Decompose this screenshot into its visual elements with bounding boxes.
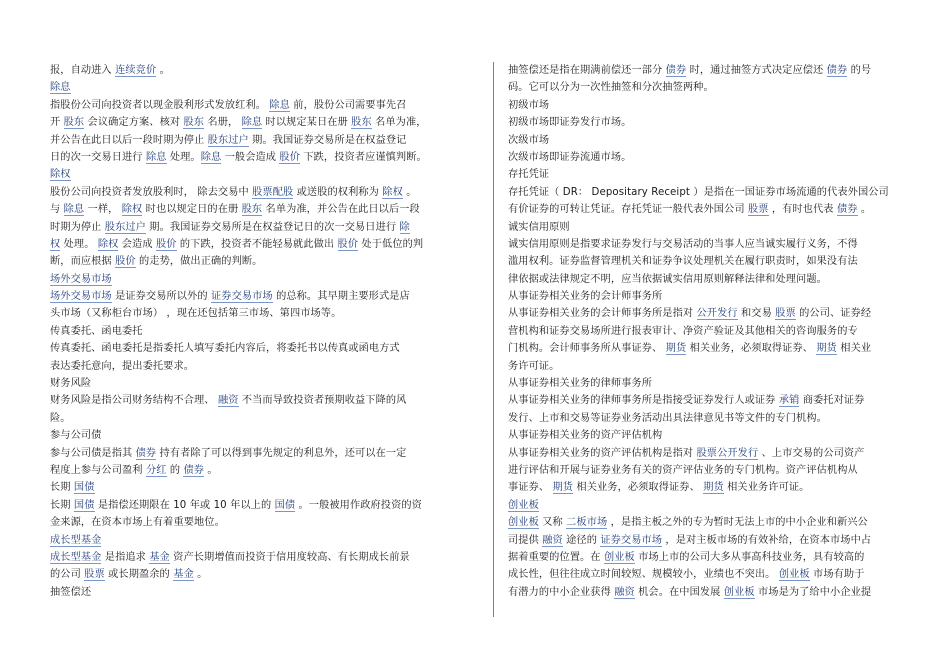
text-line (50, 340, 468, 357)
term-link[interactable]: 除息 (63, 204, 85, 216)
term-link[interactable]: 股东 (63, 117, 85, 129)
text-run: 从事证券相关业务的资产评估机构是指对 (508, 447, 697, 459)
text-run: 从事证券相关业务的会计师事务所 (508, 291, 663, 303)
text-line (508, 79, 926, 96)
text-run: 市场有助于 (809, 569, 865, 581)
term-link[interactable]: 连续竞价 (115, 65, 157, 76)
text-run: 存托凭证（ DR： Depositary Receipt ）是指在一国证券市场流通的代表外国公司 (508, 186, 889, 198)
text-line (50, 271, 468, 288)
text-line (508, 184, 926, 201)
text-run: 有潜力的中小企业获得 (508, 586, 615, 598)
text-run: 诚实信用原则 (508, 221, 570, 233)
text-run: 相关业 (836, 343, 872, 355)
text-run: ，是对主板市场的有效补给，在资本市场中占 (662, 534, 872, 546)
term-link[interactable]: 股票 (84, 569, 105, 581)
term-link[interactable]: 股票配股 (252, 186, 294, 198)
text-line (50, 479, 468, 496)
term-link[interactable]: 证券交易市场 (600, 534, 663, 546)
text-run: 时，通过抽签方式决定应偿还 (686, 65, 827, 76)
term-link[interactable]: 股东过户 (207, 134, 249, 146)
text-run: ，有时也代表 (768, 204, 837, 216)
text-line (50, 305, 468, 322)
text-run: 。 (857, 204, 872, 216)
text-run: 初级市场即证券发行市场。 (508, 117, 632, 129)
text-line (508, 410, 926, 427)
text-line (508, 445, 926, 462)
term-link[interactable]: 除息 (241, 117, 263, 129)
text-run: ，是指主板之外的专为暂时无法上市的中小企业和新兴公 (607, 517, 868, 529)
text-run: 或长期盈余的 (104, 569, 174, 581)
text-line (50, 358, 468, 375)
term-link[interactable]: 国债 (274, 499, 296, 511)
text-line (508, 549, 926, 566)
term-link[interactable]: 创业板 (778, 569, 810, 581)
text-line (50, 114, 468, 131)
text-run: 的下跌，投资者不能轻易就此做出 (176, 238, 338, 250)
text-run: 资产长期增值而投资于信用度较高、有长期成长前景 (169, 551, 410, 563)
term-link[interactable]: 融资 (542, 534, 563, 546)
text-run: 是指追求 (101, 551, 150, 563)
text-run: 。一般被用作政府投资的资 (295, 499, 422, 511)
term-link[interactable]: 股东 (351, 117, 372, 129)
text-line (50, 97, 468, 114)
left-column (50, 62, 468, 601)
text-run: 市场是为了给中小企业提 (754, 586, 872, 598)
term-link[interactable]: 国债 (73, 482, 95, 494)
text-line (50, 462, 468, 479)
text-run: 名单为准， (371, 117, 427, 129)
text-line (508, 62, 926, 79)
text-line (50, 497, 468, 514)
text-run: 。 (156, 65, 170, 76)
text-line (50, 288, 468, 305)
text-line (508, 462, 926, 479)
term-link[interactable]: 股票 (775, 308, 796, 320)
term-link[interactable]: 除权 (97, 238, 119, 250)
text-run: 营机构和证券交易场所进行报表审计、净资产验证及其他相关的咨询服务的专 (508, 325, 858, 337)
term-link[interactable]: 股价 (115, 256, 136, 268)
text-run: 会造成 (118, 238, 156, 250)
term-link[interactable]: 除息 (145, 151, 167, 163)
text-run: 门机构。会计师事务所从事证券、 (508, 343, 666, 355)
term-link[interactable]: 创业板 (508, 499, 539, 511)
text-line (50, 584, 468, 601)
term-link[interactable]: 股价 (337, 238, 359, 250)
text-line (508, 427, 926, 444)
text-line (50, 166, 468, 183)
text-run: 与 (50, 204, 64, 216)
term-link[interactable]: 国债 (73, 499, 95, 511)
text-run: 。 (402, 186, 417, 198)
term-link[interactable]: 创业板 (508, 517, 539, 529)
text-run: 一般会造成 (221, 151, 280, 163)
text-run: 码。它可以分为一次性抽签和分次抽签两种。 (508, 82, 714, 94)
term-link[interactable]: 除权 (382, 186, 403, 198)
text-run: 长期 (50, 499, 74, 511)
text-run: 表达委托意向，提出委托要求。 (50, 360, 195, 372)
text-run: 时也以规定日的在册 (142, 204, 242, 216)
text-run: 又称 (538, 517, 567, 529)
term-link[interactable]: 二板市场 (566, 517, 608, 529)
text-run: 财务风险是指公司财务结构不合理、 (50, 395, 218, 407)
term-link[interactable]: 除息 (269, 99, 290, 111)
text-run: 的号 (847, 65, 872, 76)
term-link[interactable]: 除 (399, 221, 410, 233)
text-run: 途径的 (562, 534, 601, 546)
text-run: 是指偿还期限在 10 年或 10 年以上的 (94, 499, 275, 511)
text-run: 处于低位的判 (358, 238, 424, 250)
right-column (508, 62, 926, 601)
text-run: 传真委托、函电委托 (50, 325, 143, 337)
text-run: 处理。 (60, 238, 98, 250)
text-line (508, 375, 926, 392)
text-line (508, 566, 926, 583)
text-run: 次级市场 (508, 134, 550, 146)
text-run: 相关业务，必须取得证券、 (573, 482, 704, 494)
text-line (50, 445, 468, 462)
text-run: 进行评估和开展与证券业务有关的资产评估业务的专门机构。资产评估机构从 (508, 464, 858, 476)
text-run: 长期 (50, 482, 74, 494)
term-link[interactable]: 成长型基金 (50, 534, 102, 546)
text-run: 相关业务许可证。 (723, 482, 810, 494)
term-link[interactable]: 期货 (816, 343, 837, 355)
text-run: 财务风险 (50, 378, 92, 390)
text-line (50, 410, 468, 427)
term-link[interactable]: 承销 (778, 395, 800, 407)
term-link[interactable]: 债券 (826, 65, 848, 76)
text-run: 据着重要的位置。在 (508, 551, 604, 563)
text-run: 司提供 (508, 534, 543, 546)
text-run: 抽签偿还是指在期满前偿还一部分 (508, 65, 666, 76)
text-run: 相关业务，必须取得证券、 (686, 343, 817, 355)
text-line (508, 219, 926, 236)
text-line (50, 253, 468, 270)
term-link[interactable]: 基金 (149, 551, 170, 563)
text-run: 并公告在此日以后一段时期为停止 (50, 134, 208, 146)
text-run: 报，自动进入 (50, 65, 116, 76)
term-link[interactable]: 权 (50, 238, 61, 250)
text-run: 时期为停止 (50, 221, 105, 233)
text-line (50, 532, 468, 549)
term-link[interactable]: 股价 (279, 151, 300, 163)
text-line (508, 201, 926, 218)
text-run: 、上市交易的公司资产 (758, 447, 865, 459)
text-run: 指股份公司向投资者以现金股利形式发放红利。 (50, 99, 270, 111)
text-line (508, 497, 926, 514)
text-run: 或送股的权利称为 (293, 186, 383, 198)
text-line (50, 219, 468, 236)
text-line (508, 305, 926, 322)
text-run: 不当而导致投资者预期收益下降的风 (238, 395, 407, 407)
term-link[interactable]: 债券 (836, 204, 858, 216)
text-run: 处理。 (166, 151, 201, 163)
text-line (50, 79, 468, 96)
term-link[interactable]: 股价 (155, 238, 177, 250)
term-link[interactable]: 股东 (183, 117, 205, 129)
term-link[interactable]: 债券 (135, 447, 157, 459)
text-run: 机会。在中国发展 (634, 586, 724, 598)
text-run: 下跌，投资者应谨慎判断。 (300, 151, 427, 163)
term-link[interactable]: 股票公开发行 (696, 447, 759, 459)
text-run: 是证券交易所以外的 (111, 291, 211, 303)
text-run: 的 (166, 464, 184, 476)
text-line (508, 340, 926, 357)
text-line (508, 479, 926, 496)
column-divider (493, 62, 494, 617)
text-run: 的总称。其早期主要形式是店 (272, 291, 410, 303)
term-link[interactable]: 期货 (665, 343, 687, 355)
text-run: 持有者除了可以得到事先规定的利息外，还可以在一定 (156, 447, 407, 459)
text-line (50, 566, 468, 583)
text-line (508, 532, 926, 549)
text-run: 抽签偿还 (50, 586, 92, 598)
text-run: 日的次一交易日进行 (50, 151, 146, 163)
text-line (508, 358, 926, 375)
text-run: 一样， (84, 204, 122, 216)
text-run: 。 (204, 464, 218, 476)
text-run: 和交易 (737, 308, 776, 320)
term-link[interactable]: 场外交易市场 (50, 291, 112, 303)
text-line (508, 323, 926, 340)
term-link[interactable]: 期货 (703, 482, 724, 494)
text-run: 前，股份公司需要事先召 (289, 99, 407, 111)
text-run: 市场上市的公司大多从事高科技业务，具有较高的 (634, 551, 865, 563)
term-link[interactable]: 证券交易市场 (211, 291, 273, 303)
text-run: 期。我国证券交易所是在权益登记 (248, 134, 407, 146)
text-run: 发行、上市和交易等证券业务活动出具法律意见书等文件的专门机构。 (508, 412, 827, 424)
term-link[interactable]: 债券 (665, 65, 687, 76)
text-run: 程度上参与公司盈利 (50, 464, 146, 476)
text-run: 期。我国证券交易所是在权益登记日的次一交易日进行 (145, 221, 400, 233)
term-link[interactable]: 基金 (173, 569, 194, 581)
text-run: 头市场（又称柜台市场） ，现在还包括第三市场、第四市场等。 (50, 308, 342, 320)
term-link[interactable]: 除息 (50, 82, 71, 94)
text-run: 次级市场即证券流通市场。 (508, 151, 632, 163)
term-link[interactable]: 创业板 (723, 586, 755, 598)
text-run: 诚实信用原则是指要求证券发行与交易活动的当事人应当诚实履行义务，不得 (508, 238, 858, 250)
text-run: 参与公司债是指其 (50, 447, 136, 459)
text-run: 断，而应根据 (50, 256, 116, 268)
term-link[interactable]: 除权 (121, 204, 143, 216)
text-run: 存托凭证 (508, 169, 550, 181)
term-link[interactable]: 期货 (552, 482, 574, 494)
term-link[interactable]: 除权 (50, 169, 71, 181)
term-link[interactable]: 融资 (217, 395, 239, 407)
text-run: 滥用权利。证券监督管理机关和证券争议处理机关在履行职责时，如果没有法 (508, 256, 858, 268)
term-link[interactable]: 成长型基金 (50, 551, 102, 563)
term-link[interactable]: 创业板 (603, 551, 635, 563)
text-line (50, 62, 468, 79)
text-run: 会议确定方案、核对 (84, 117, 184, 129)
text-run: 名单为准，并公告在此日以后一段 (262, 204, 420, 216)
text-run: 成长性，但往往成立时间较短、规模较小，业绩也不突出。 (508, 569, 779, 581)
text-line (508, 392, 926, 409)
text-line (50, 201, 468, 218)
text-run: 传真委托、函电委托是指委托人填写委托内容后，将委托书以传真或函电方式 (50, 343, 400, 355)
text-run: 从事证券相关业务的会计师事务所是指对 (508, 308, 697, 320)
text-run: 的公司 (50, 569, 85, 581)
text-line (508, 271, 926, 288)
text-run: 开 (50, 117, 64, 129)
text-line (508, 97, 926, 114)
text-run: 的公司、证券经 (795, 308, 872, 320)
text-line (50, 236, 468, 253)
text-line (50, 323, 468, 340)
text-run: 有价证券的可转让凭证。存托凭证一般代表外国公司 (508, 204, 748, 216)
term-link[interactable]: 股票 (747, 204, 769, 216)
text-line (508, 253, 926, 270)
text-line (508, 132, 926, 149)
text-line (50, 149, 468, 166)
text-line (50, 184, 468, 201)
text-run: 股份公司向投资者发放股利时， 除去交易中 (50, 186, 253, 198)
text-run: 从事证券相关业务的资产评估机构 (508, 430, 663, 442)
text-run: 商委托对证券 (799, 395, 865, 407)
text-line (50, 375, 468, 392)
text-run: 从事证券相关业务的律师事务所是指接受证券发行人或证券 (508, 395, 779, 407)
text-run: 事证券、 (508, 482, 553, 494)
text-line (508, 166, 926, 183)
term-link[interactable]: 除息 (200, 151, 222, 163)
text-run: 险。 (50, 412, 71, 424)
text-line (50, 392, 468, 409)
term-link[interactable]: 公开发行 (696, 308, 738, 320)
text-line (508, 584, 926, 601)
text-run: 的走势，做出正确的判断。 (135, 256, 263, 268)
text-line (50, 514, 468, 531)
text-run: 参与公司债 (50, 430, 102, 442)
term-link[interactable]: 股东过户 (104, 221, 146, 233)
term-link[interactable]: 债券 (183, 464, 205, 476)
text-run: 名册， (204, 117, 242, 129)
text-run: 。 (193, 569, 208, 581)
text-run: 时以规定某日在册 (262, 117, 352, 129)
text-line (508, 149, 926, 166)
text-line (50, 549, 468, 566)
text-run: 初级市场 (508, 99, 550, 111)
term-link[interactable]: 分红 (145, 464, 167, 476)
term-link[interactable]: 融资 (614, 586, 635, 598)
text-run: 从事证券相关业务的律师事务所 (508, 378, 653, 390)
text-run: 金来源，在资本市场上有着重要地位。 (50, 517, 225, 529)
text-line (508, 514, 926, 531)
text-run: 务许可证。 (508, 360, 560, 372)
text-line (508, 236, 926, 253)
text-line (50, 132, 468, 149)
text-line (508, 288, 926, 305)
text-line (508, 114, 926, 131)
term-link[interactable]: 股东 (241, 204, 263, 216)
term-link[interactable]: 场外交易市场 (50, 273, 112, 285)
text-run: 律依据或法律规定不明，应当依据诚实信用原则解释法律和处理问题。 (508, 273, 827, 285)
text-line (50, 427, 468, 444)
